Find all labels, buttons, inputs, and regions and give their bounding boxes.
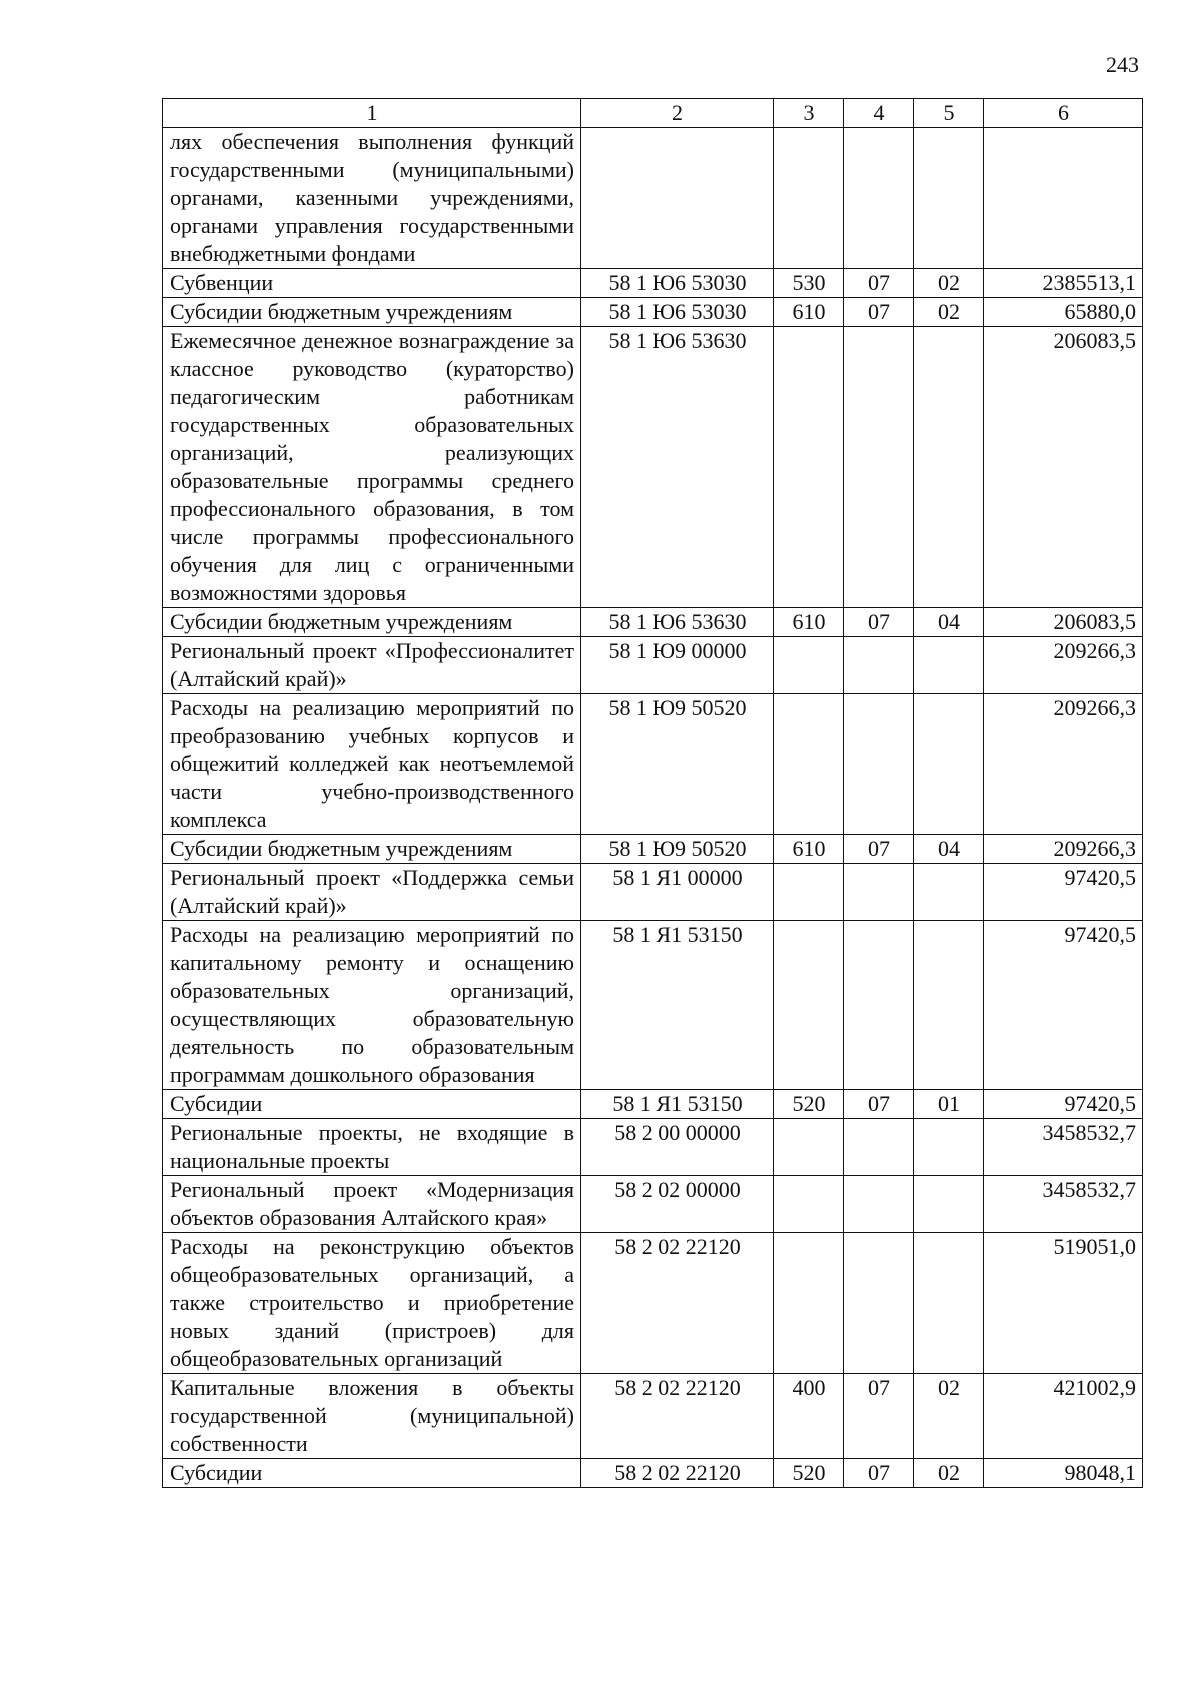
row-col3-cell: 610	[774, 298, 844, 327]
row-col3-cell: 610	[774, 608, 844, 637]
table-row	[163, 1176, 1143, 1233]
row-amount-cell: 98048,1	[984, 1459, 1143, 1488]
row-name-cell: Региональный проект «Поддержка семьи (Алтайский край)»	[163, 864, 581, 921]
table-row	[163, 1090, 1143, 1119]
row-amount-cell: 209266,3	[984, 694, 1143, 835]
row-col3-cell: 530	[774, 269, 844, 298]
row-col4-cell: 07	[844, 269, 914, 298]
row-col4-cell	[844, 1233, 914, 1374]
row-name-cell: Региональный проект «Модернизация объектов образования Алтайского края»	[163, 1176, 581, 1233]
row-name-cell: Субсидии	[163, 1459, 581, 1488]
column-header-5: 5	[914, 99, 984, 128]
page-number: 243	[1106, 52, 1139, 77]
row-name-cell: Субсидии	[163, 1090, 581, 1119]
row-code-cell: 58 2 00 00000	[581, 1119, 774, 1176]
row-col4-cell	[844, 128, 914, 269]
row-col3-cell	[774, 864, 844, 921]
table-row	[163, 298, 1143, 327]
row-col3-cell	[774, 128, 844, 269]
row-col5-cell	[914, 1233, 984, 1374]
row-amount-cell: 3458532,7	[984, 1119, 1143, 1176]
row-code-cell: 58 1 Ю6 53030	[581, 269, 774, 298]
row-code-cell: 58 1 Ю6 53630	[581, 327, 774, 608]
table-row	[163, 637, 1143, 694]
table-row	[163, 269, 1143, 298]
row-col4-cell: 07	[844, 1090, 914, 1119]
row-col5-cell: 01	[914, 1090, 984, 1119]
row-col4-cell: 07	[844, 835, 914, 864]
row-col4-cell	[844, 327, 914, 608]
row-col5-cell	[914, 864, 984, 921]
row-code-cell: 58 2 02 00000	[581, 1176, 774, 1233]
row-name-cell: Расходы на реализацию мероприятий по капитальному ремонту и оснащению образовательных организаций, осуществляющих образовательную деятельность по образовательным программам дошкольного образования	[163, 921, 581, 1090]
row-col3-cell: 400	[774, 1374, 844, 1459]
table-row	[163, 1374, 1143, 1459]
row-col3-cell	[774, 637, 844, 694]
row-amount-cell: 65880,0	[984, 298, 1143, 327]
row-code-cell: 58 1 Я1 00000	[581, 864, 774, 921]
row-col5-cell: 02	[914, 298, 984, 327]
row-amount-cell: 97420,5	[984, 1090, 1143, 1119]
row-col5-cell	[914, 128, 984, 269]
row-amount-cell: 206083,5	[984, 327, 1143, 608]
row-col4-cell	[844, 694, 914, 835]
row-code-cell: 58 2 02 22120	[581, 1459, 774, 1488]
row-col5-cell	[914, 921, 984, 1090]
row-code-cell: 58 1 Я1 53150	[581, 1090, 774, 1119]
row-col5-cell	[914, 1176, 984, 1233]
row-col3-cell	[774, 1176, 844, 1233]
row-col4-cell	[844, 637, 914, 694]
row-name-cell: Субсидии бюджетным учреждениям	[163, 835, 581, 864]
row-amount-cell: 97420,5	[984, 864, 1143, 921]
row-amount-cell: 206083,5	[984, 608, 1143, 637]
row-col3-cell	[774, 327, 844, 608]
row-col4-cell: 07	[844, 608, 914, 637]
row-code-cell: 58 2 02 22120	[581, 1374, 774, 1459]
row-amount-cell: 2385513,1	[984, 269, 1143, 298]
table-row	[163, 835, 1143, 864]
row-col3-cell	[774, 1119, 844, 1176]
row-code-cell: 58 1 Ю6 53030	[581, 298, 774, 327]
row-code-cell: 58 1 Я1 53150	[581, 921, 774, 1090]
row-amount-cell: 3458532,7	[984, 1176, 1143, 1233]
table-row	[163, 1119, 1143, 1176]
table-row	[163, 1459, 1143, 1488]
row-name-cell: Субвенции	[163, 269, 581, 298]
row-col4-cell: 07	[844, 1459, 914, 1488]
row-col3-cell: 520	[774, 1459, 844, 1488]
row-amount-cell	[984, 128, 1143, 269]
row-col5-cell: 04	[914, 608, 984, 637]
row-code-cell: 58 1 Ю9 00000	[581, 637, 774, 694]
table-row	[163, 608, 1143, 637]
column-header-1: 1	[163, 99, 581, 128]
row-col5-cell	[914, 694, 984, 835]
row-col3-cell: 520	[774, 1090, 844, 1119]
row-name-cell: Расходы на реализацию мероприятий по преобразованию учебных корпусов и общежитий колледжей как неотъемлемой части учебно-производственного комплекса	[163, 694, 581, 835]
table-row	[163, 921, 1143, 1090]
row-col4-cell	[844, 1119, 914, 1176]
row-amount-cell: 97420,5	[984, 921, 1143, 1090]
row-amount-cell: 421002,9	[984, 1374, 1143, 1459]
row-col4-cell	[844, 921, 914, 1090]
row-name-cell: Расходы на реконструкцию объектов общеобразовательных организаций, а также строительство и приобретение новых зданий (пристроев) для общеобразовательных организаций	[163, 1233, 581, 1374]
row-amount-cell: 519051,0	[984, 1233, 1143, 1374]
table-row	[163, 128, 1143, 269]
table-row	[163, 327, 1143, 608]
row-col4-cell	[844, 1176, 914, 1233]
row-name-cell: Субсидии бюджетным учреждениям	[163, 298, 581, 327]
row-col5-cell	[914, 1119, 984, 1176]
table-row	[163, 1233, 1143, 1374]
row-amount-cell: 209266,3	[984, 637, 1143, 694]
row-code-cell: 58 1 Ю6 53630	[581, 608, 774, 637]
row-col4-cell	[844, 864, 914, 921]
table-row	[163, 694, 1143, 835]
row-code-cell: 58 1 Ю9 50520	[581, 694, 774, 835]
column-header-6: 6	[984, 99, 1143, 128]
row-col5-cell: 02	[914, 269, 984, 298]
row-name-cell: Региональный проект «Профессионалитет (Алтайский край)»	[163, 637, 581, 694]
row-col3-cell	[774, 921, 844, 1090]
column-header-2: 2	[581, 99, 774, 128]
table-body	[163, 128, 1143, 1488]
row-code-cell: 58 1 Ю9 50520	[581, 835, 774, 864]
row-name-cell: Региональные проекты, не входящие в национальные проекты	[163, 1119, 581, 1176]
table-header-row	[163, 99, 1143, 128]
row-col4-cell: 07	[844, 298, 914, 327]
row-col5-cell	[914, 327, 984, 608]
row-col3-cell	[774, 694, 844, 835]
row-col5-cell	[914, 637, 984, 694]
row-code-cell: 58 2 02 22120	[581, 1233, 774, 1374]
row-name-cell: лях обеспечения выполнения функций государственными (муниципальными) органами, казенными учреждениями, органами управления государственными внебюджетными фондами	[163, 128, 581, 269]
row-col4-cell: 07	[844, 1374, 914, 1459]
row-col5-cell: 02	[914, 1459, 984, 1488]
column-header-4: 4	[844, 99, 914, 128]
row-name-cell: Субсидии бюджетным учреждениям	[163, 608, 581, 637]
budget-table	[162, 98, 1143, 1488]
row-amount-cell: 209266,3	[984, 835, 1143, 864]
row-name-cell: Ежемесячное денежное вознаграждение за классное руководство (кураторство) педагогическим работникам государственных образовательных организаций, реализующих образовательные программы среднего профессионального образования, в том числе программы профессионального обучения для лиц с ограниченными возможностями здоровья	[163, 327, 581, 608]
row-code-cell	[581, 128, 774, 269]
column-header-3: 3	[774, 99, 844, 128]
row-col3-cell	[774, 1233, 844, 1374]
table-row	[163, 864, 1143, 921]
row-col5-cell: 04	[914, 835, 984, 864]
row-col5-cell: 02	[914, 1374, 984, 1459]
row-name-cell: Капитальные вложения в объекты государственной (муниципальной) собственности	[163, 1374, 581, 1459]
row-col3-cell: 610	[774, 835, 844, 864]
